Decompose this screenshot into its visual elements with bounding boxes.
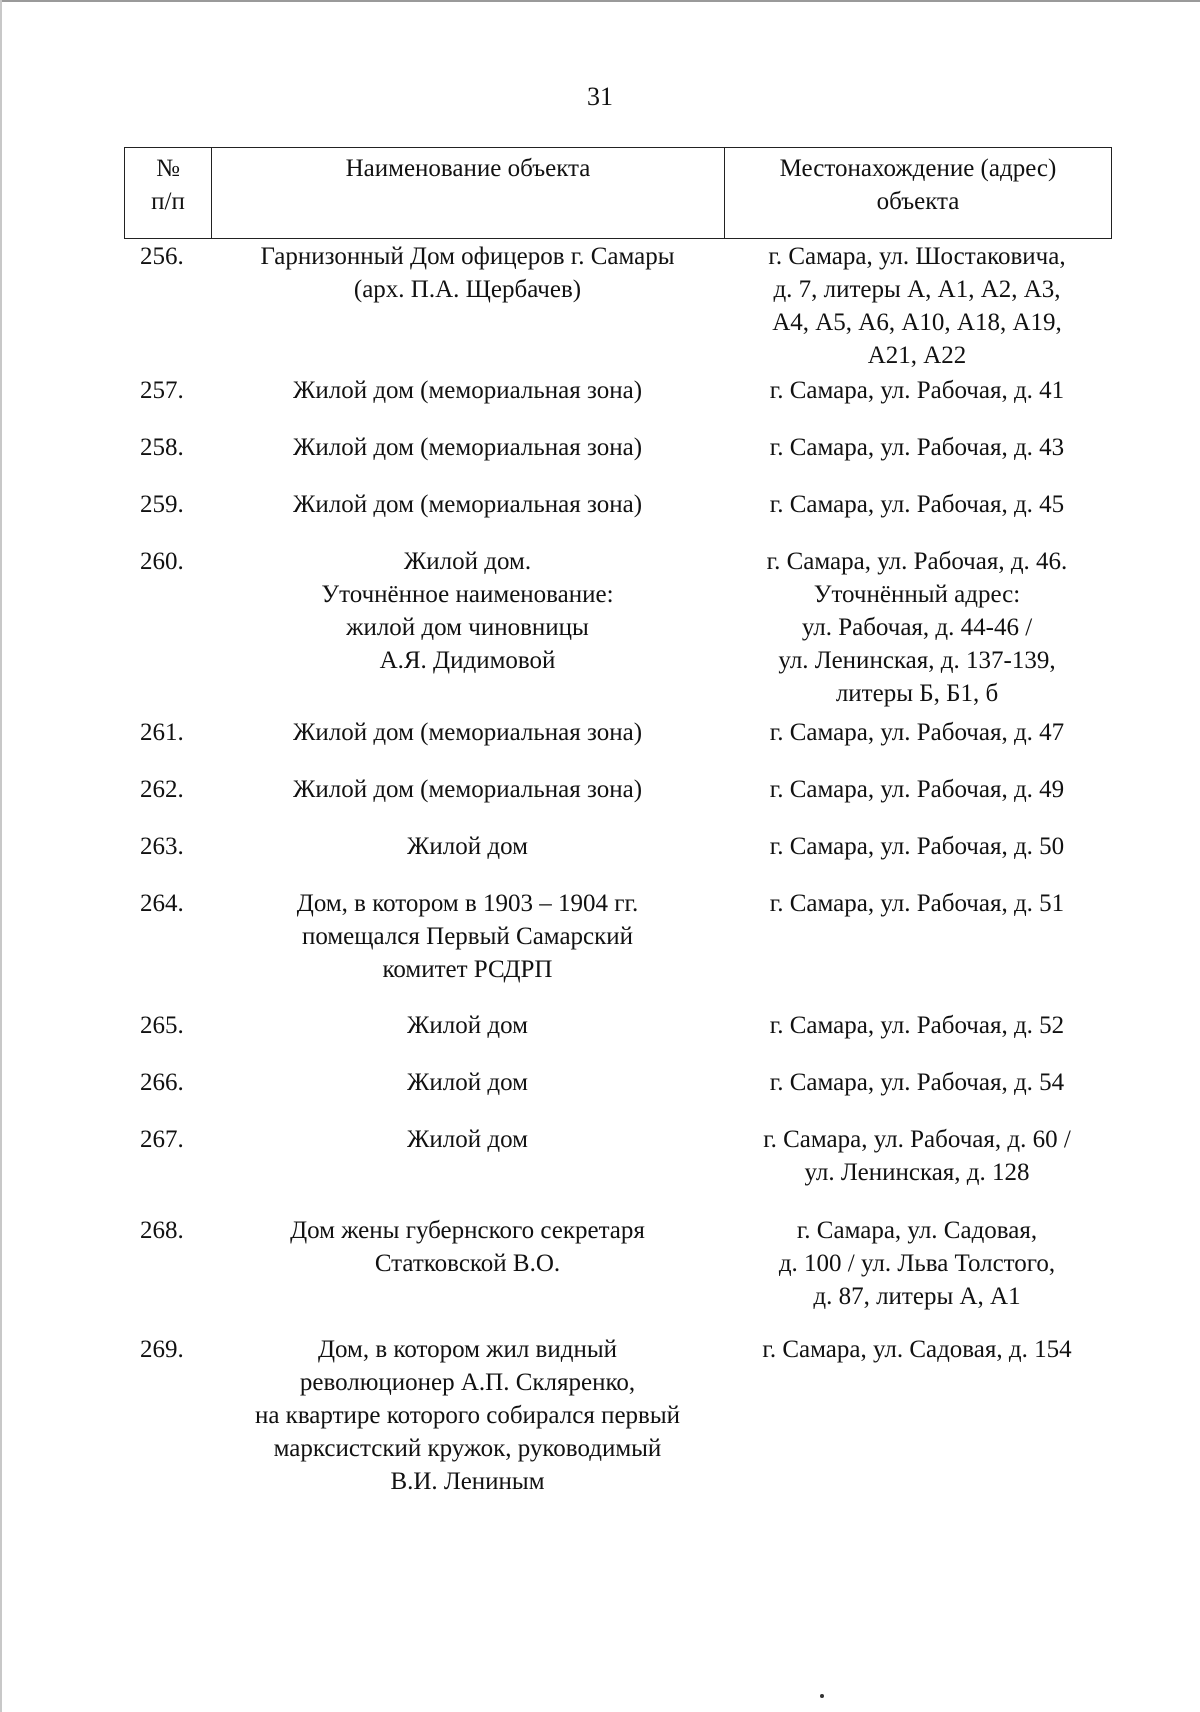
object-address-line: г. Самара, ул. Рабочая, д. 54 [769, 1069, 1065, 1096]
object-address [724, 1214, 1110, 1313]
object-address [724, 431, 1110, 464]
object-name [211, 488, 724, 521]
object-address-line: д. 7, литеры А, А1, А2, А3, [773, 276, 1061, 303]
object-name-line: комитет РСДРП [382, 956, 553, 983]
object-address-line: Уточнённый адрес: [813, 581, 1021, 608]
object-name-line: Уточнённое наименование: [321, 581, 614, 608]
object-address-line: ул. Ленинская, д. 137-139, [778, 647, 1056, 674]
object-name [211, 1123, 724, 1156]
header-col-address-line: объекта [876, 188, 960, 215]
scan-edge-left [0, 0, 2, 1712]
object-name-line: на квартире которого собирался первый [254, 1402, 681, 1429]
object-name [211, 431, 724, 464]
object-name-line: Жилой дом [407, 1069, 528, 1096]
object-address-line: д. 100 / ул. Льва Толстого, [778, 1250, 1056, 1277]
object-address-line: г. Самара, ул. Рабочая, д. 41 [769, 377, 1065, 404]
object-name [211, 374, 724, 407]
object-name [211, 1333, 724, 1498]
object-name-line: (арх. П.А. Щербачев) [353, 276, 582, 303]
object-address [724, 830, 1110, 863]
object-name-line: Жилой дом (мемориальная зона) [292, 434, 643, 461]
row-number: 260. [140, 548, 184, 575]
object-address-line: г. Самара, ул. Рабочая, д. 50 [769, 833, 1065, 860]
object-address-line: литеры Б, Б1, б [835, 680, 999, 707]
object-name-line: Жилой дом [407, 1126, 528, 1153]
object-address-line: г. Самара, ул. Садовая, [796, 1217, 1038, 1244]
object-address-line: г. Самара, ул. Рабочая, д. 51 [769, 890, 1065, 917]
object-name [211, 240, 724, 306]
object-address-line: г. Самара, ул. Рабочая, д. 47 [769, 719, 1065, 746]
object-address [724, 716, 1110, 749]
object-address-line: г. Самара, ул. Рабочая, д. 60 / [763, 1126, 1071, 1153]
object-name-line: Дом, в котором жил видный [317, 1336, 618, 1363]
object-name [211, 773, 724, 806]
object-address [724, 1333, 1110, 1366]
object-address-line: г. Самара, ул. Рабочая, д. 46. [766, 548, 1068, 575]
object-address-line: д. 87, литеры А, А1 [813, 1283, 1021, 1310]
row-number: 257. [140, 377, 184, 404]
object-name-line: революционер А.П. Скляренко, [299, 1369, 636, 1396]
page-number: 31 [587, 82, 613, 111]
header-col-number-line: № [156, 155, 180, 182]
object-name-line: Гарнизонный Дом офицеров г. Самары [260, 243, 675, 270]
row-number: 256. [140, 243, 184, 270]
object-address-line: г. Самара, ул. Рабочая, д. 52 [769, 1012, 1065, 1039]
object-address [724, 1066, 1110, 1099]
row-number: 266. [140, 1069, 184, 1096]
object-address-line: А21, А22 [867, 342, 967, 369]
object-address-line: г. Самара, ул. Рабочая, д. 43 [769, 434, 1065, 461]
row-number: 264. [140, 890, 184, 917]
object-name-line: А.Я. Дидимовой [379, 647, 556, 674]
object-name-line: Жилой дом (мемориальная зона) [292, 377, 643, 404]
row-number: 265. [140, 1012, 184, 1039]
object-address-line: г. Самара, ул. Садовая, д. 154 [762, 1336, 1072, 1363]
object-name-line: марксистский кружок, руководимый [273, 1435, 662, 1462]
row-number: 267. [140, 1126, 184, 1153]
object-name-line: Жилой дом (мемориальная зона) [292, 491, 643, 518]
row-number: 259. [140, 491, 184, 518]
object-address [724, 773, 1110, 806]
header-col-name [212, 148, 725, 238]
object-address-line: А4, А5, А6, А10, А18, А19, [772, 309, 1062, 336]
object-name-line: Жилой дом [407, 833, 528, 860]
row-number: 263. [140, 833, 184, 860]
object-name [211, 545, 724, 677]
object-name-line: Дом, в котором в 1903 – 1904 гг. [296, 890, 639, 917]
object-address [724, 240, 1110, 372]
object-name [211, 716, 724, 749]
object-name [211, 1214, 724, 1280]
row-number: 262. [140, 776, 184, 803]
object-name-line: Жилой дом [407, 1012, 528, 1039]
scan-edge-top [0, 0, 1200, 6]
object-address [724, 1009, 1110, 1042]
object-name-line: Статковской В.О. [374, 1250, 561, 1277]
row-number: 268. [140, 1217, 184, 1244]
object-address [724, 1123, 1110, 1189]
object-name-line: Дом жены губернского секретаря [290, 1217, 645, 1244]
object-address [724, 488, 1110, 521]
object-address [724, 887, 1110, 920]
object-name-line: Жилой дом (мемориальная зона) [292, 776, 643, 803]
row-number: 258. [140, 434, 184, 461]
object-name [211, 1009, 724, 1042]
object-address [724, 545, 1110, 710]
object-address-line: г. Самара, ул. Шостаковича, [768, 243, 1066, 270]
object-address [724, 374, 1110, 407]
row-number: 261. [140, 719, 184, 746]
header-col-address-line: Местонахождение (адрес) [779, 155, 1057, 182]
object-address-line: ул. Рабочая, д. 44-46 / [801, 614, 1033, 641]
object-name-line: Жилой дом. [403, 548, 532, 575]
object-address-line: г. Самара, ул. Рабочая, д. 49 [769, 776, 1065, 803]
row-number: 269. [140, 1336, 184, 1363]
header-col-number-line: п/п [151, 188, 185, 215]
object-name [211, 830, 724, 863]
header-col-name-line: Наименование объекта [345, 155, 591, 182]
table-header [124, 147, 1112, 239]
scan-speck [820, 1694, 824, 1698]
object-address-line: ул. Ленинская, д. 128 [804, 1159, 1030, 1186]
object-name-line: Жилой дом (мемориальная зона) [292, 719, 643, 746]
object-name-line: В.И. Лениным [390, 1468, 545, 1495]
object-name [211, 1066, 724, 1099]
object-address-line: г. Самара, ул. Рабочая, д. 45 [769, 491, 1065, 518]
header-col-number [125, 148, 212, 238]
object-name-line: помещался Первый Самарский [301, 923, 634, 950]
object-name-line: жилой дом чиновницы [346, 614, 589, 641]
object-name [211, 887, 724, 986]
header-col-address [725, 148, 1111, 238]
